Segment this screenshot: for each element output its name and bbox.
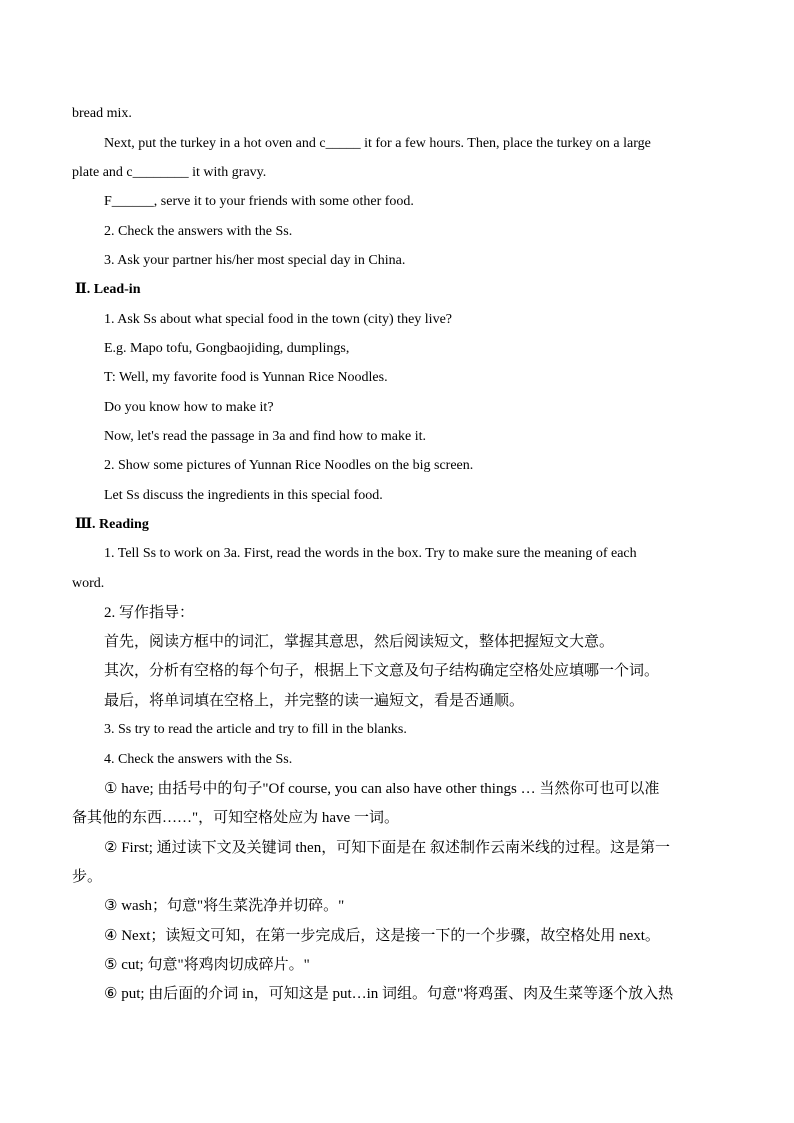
- text-line: F______, serve it to your friends with some other food.: [104, 194, 414, 209]
- answer-line: ⑥ put; 由后面的介词 in，可知这是 put…in 词组。句意"将鸡蛋、肉及生菜等逐个放入热: [104, 986, 674, 1002]
- text-line: 3. Ss try to read the article and try to fill in the blanks.: [104, 722, 407, 737]
- text-line: 首先，阅读方框中的词汇，掌握其意思，然后阅读短文，整体把握短文大意。: [104, 634, 615, 650]
- text-line: bread mix.: [72, 106, 132, 121]
- text-line: 2. 写作指导：: [104, 605, 195, 621]
- text-line: E.g. Mapo tofu, Gongbaojiding, dumplings,: [104, 341, 350, 356]
- section-heading-lead-in: Ⅱ. Lead-in: [75, 282, 141, 297]
- text-line: 最后，将单词填在空格上，并完整的读一遍短文，看是否通顺。: [104, 693, 525, 709]
- text-line: 其次，分析有空格的每个句子，根据上下文意及句子结构确定空格处应填哪一个词。: [104, 663, 660, 679]
- text-line: 4. Check the answers with the Ss.: [104, 752, 293, 767]
- text-line: Now, let's read the passage in 3a and find how to make it.: [104, 429, 426, 444]
- text-line: 1. Tell Ss to work on 3a. First, read the words in the box. Try to make sure the meaning of each: [104, 546, 637, 561]
- text-line: plate and c________ it with gravy.: [72, 165, 267, 180]
- text-line: Do you know how to make it?: [104, 400, 274, 415]
- text-line: 2. Check the answers with the Ss.: [104, 224, 293, 239]
- section-heading-reading: Ⅲ. Reading: [75, 517, 149, 532]
- text-line: 1. Ask Ss about what special food in the town (city) they live?: [104, 312, 452, 327]
- answer-line: ③ wash；句意"将生菜洗净并切碎。": [104, 898, 345, 914]
- text-line: 3. Ask your partner his/her most special day in China.: [104, 253, 406, 268]
- answer-line: ④ Next；读短文可知，在第一步完成后，这是接一下的一个步骤，故空格处用 next。: [104, 928, 660, 944]
- text-line: 2. Show some pictures of Yunnan Rice Noodles on the big screen.: [104, 458, 474, 473]
- answer-line: ② First; 通过读下文及关键词 then，可知下面是在 叙述制作云南米线的过程。这是第一: [104, 840, 670, 856]
- answer-line: ① have; 由括号中的句子"Of course, you can also have other things … 当然你可也可以准: [104, 781, 660, 797]
- answer-line: ⑤ cut; 句意"将鸡肉切成碎片。": [104, 957, 310, 973]
- text-line: T: Well, my favorite food is Yunnan Rice Noodles.: [104, 370, 388, 385]
- text-line: Let Ss discuss the ingredients in this special food.: [104, 488, 383, 503]
- text-line: word.: [72, 576, 105, 591]
- answer-line: 备其他的东西……"，可知空格处应为 have 一词。: [72, 810, 399, 826]
- answer-line: 步。: [72, 869, 103, 885]
- text-line: Next, put the turkey in a hot oven and c_____ it for a few hours. Then, place the turkey on a large: [104, 136, 651, 151]
